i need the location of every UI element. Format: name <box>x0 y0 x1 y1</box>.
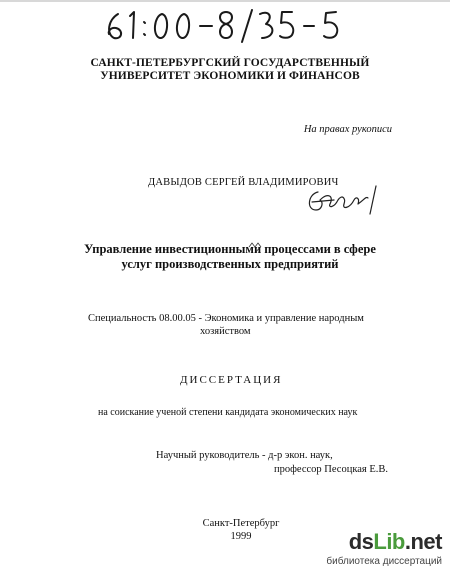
dissertation-title <box>70 242 390 272</box>
university-line-1: САНКТ-ПЕТЕРБУРГСКИЙ ГОСУДАРСТВЕННЫЙ <box>90 57 370 69</box>
city: Санкт-Петербург <box>202 518 280 529</box>
supervisor-line-2: профессор Песоцкая Е.В. <box>274 464 389 475</box>
author-name: ДАВЫДОВ СЕРГЕЙ ВЛАДИМИРОВИЧ <box>148 177 339 188</box>
city-and-year <box>196 517 286 543</box>
university-name <box>80 57 380 83</box>
specialty-line-1: Специальность 08.00.05 - Экономика и управление народным <box>88 313 364 324</box>
title-line-2: услуг производственных предприятий <box>121 257 339 271</box>
rights-note: На правах рукописи <box>303 124 392 135</box>
author-signature <box>304 182 384 218</box>
year: 1999 <box>230 531 252 542</box>
document-type: ДИССЕРТАЦИЯ <box>180 374 283 386</box>
scientific-supervisor <box>156 449 388 477</box>
title-line-1: Управление инвестиционными процессами в сфере <box>84 242 376 256</box>
dslib-logo <box>322 530 442 554</box>
logo-part-lib: Lib <box>373 529 405 554</box>
specialty-line-2: хозяйством <box>200 326 251 337</box>
signature-drawing <box>304 182 384 218</box>
scan-edge <box>0 0 450 2</box>
handwritten-code-drawing <box>100 6 350 46</box>
logo-part-net: .net <box>404 529 442 554</box>
handwritten-catalog-code <box>100 6 350 46</box>
degree-statement: на соискание ученой степени кандидата экономических наук <box>98 407 358 418</box>
dslib-watermark <box>322 530 442 567</box>
supervisor-line-1: Научный руководитель - д-р экон. наук, <box>156 450 333 461</box>
watermark-caption: библиотека диссертаций <box>326 556 442 567</box>
university-line-2: УНИВЕРСИТЕТ ЭКОНОМИКИ И ФИНАНСОВ <box>100 70 360 82</box>
specialty <box>88 312 388 338</box>
logo-part-ds: ds <box>348 529 374 554</box>
